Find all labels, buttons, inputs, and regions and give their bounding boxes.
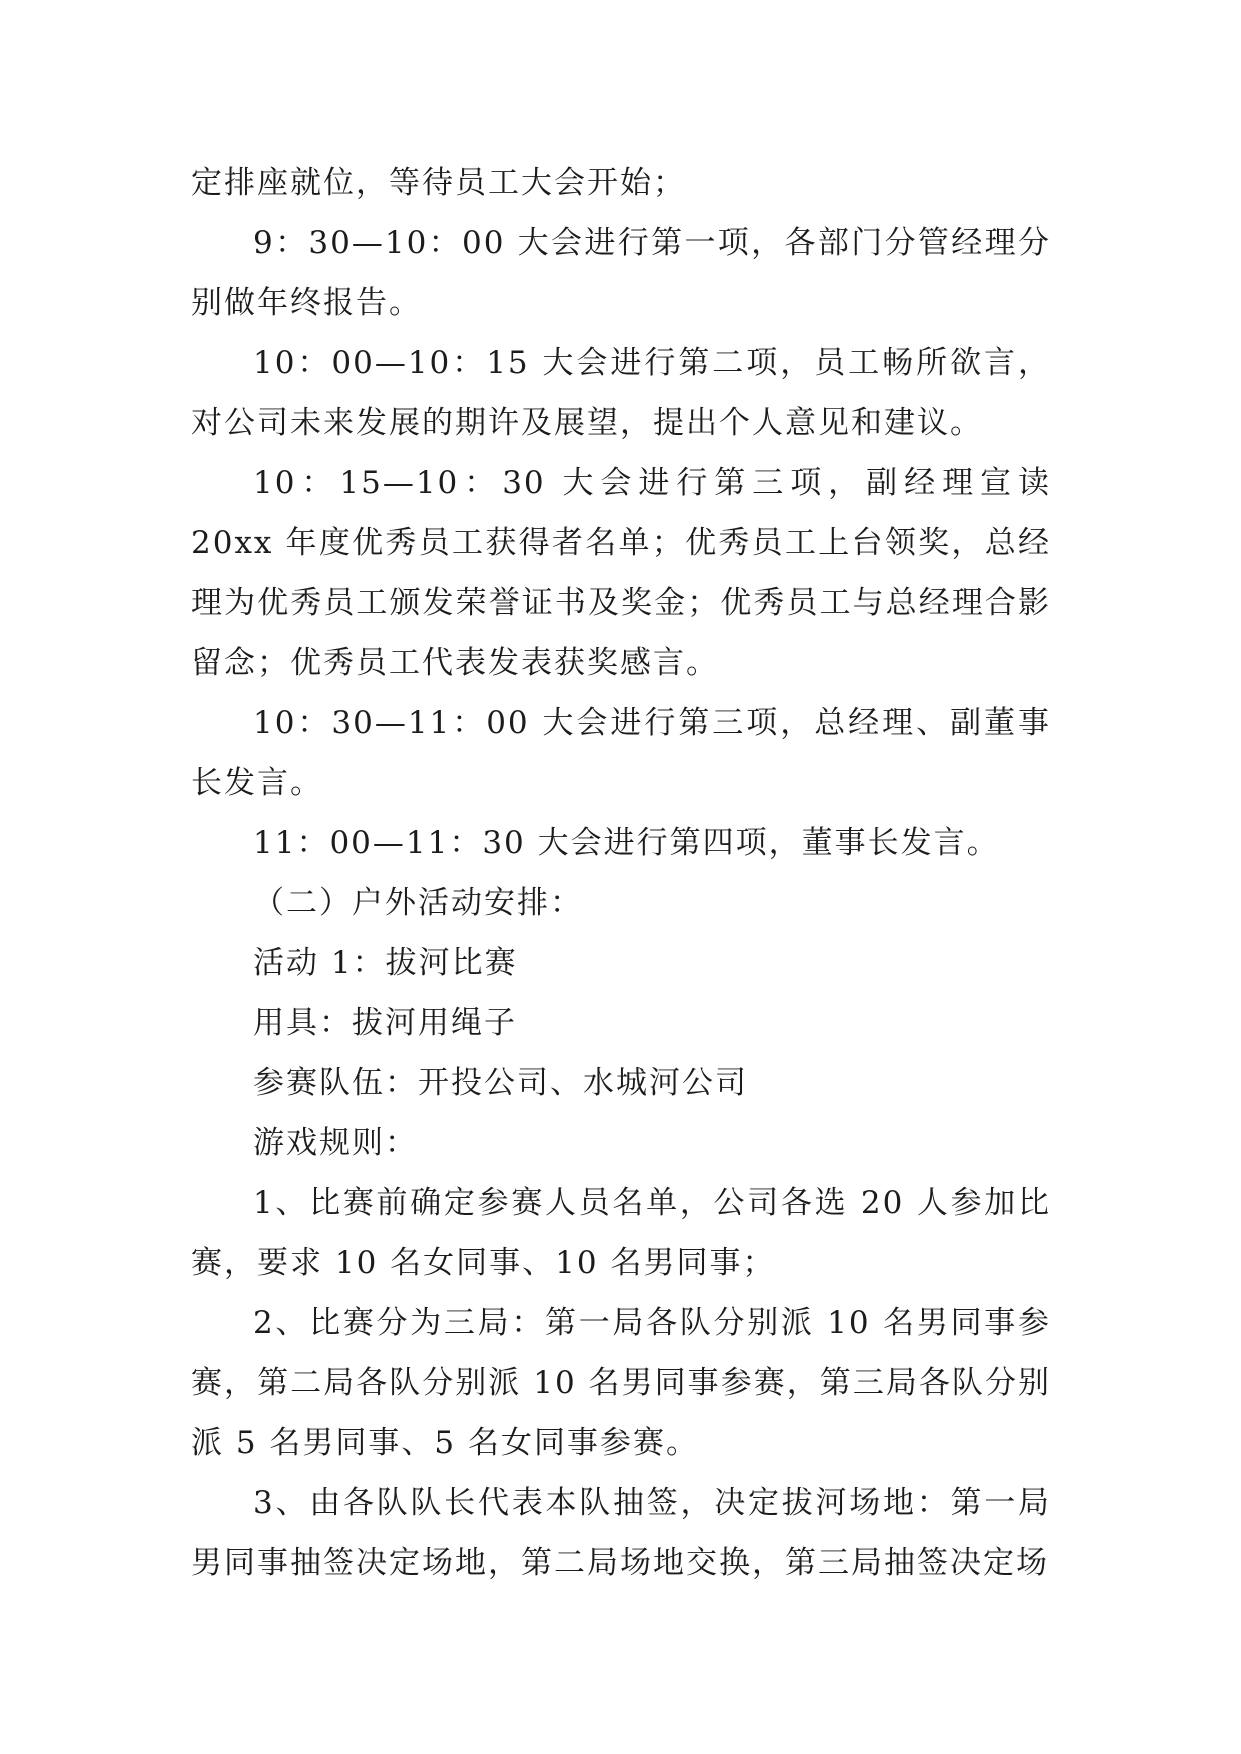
paragraph-agenda-item-4: 10：30—11：00 大会进行第三项，总经理、副董事长发言。 (191, 705, 1051, 801)
paragraph-agenda-item-1: 9：30—10：00 大会进行第一项，各部门分管经理分别做年终报告。 (191, 225, 1051, 321)
rules-heading: 游戏规则： (253, 1125, 418, 1161)
rule-item-2: 2、比赛分为三局：第一局各队分别派 10 名男同事参赛，第二局各队分别派 10 名男同事参赛，第三局各队分别派 5 名男同事、5 名女同事参赛。 (191, 1305, 1051, 1461)
section-heading-outdoor: （二）户外活动安排： (253, 885, 583, 921)
document-body (191, 153, 1051, 1593)
equipment-line: 用具：拔河用绳子 (253, 1005, 517, 1041)
rule-item-3: 3、由各队队长代表本队抽签，决定拔河场地：第一局男同事抽签决定场地，第二局场地交换，第三局抽签决定场 (191, 1485, 1051, 1581)
paragraph-seating: 定排座就位，等待员工大会开始； (191, 165, 686, 201)
rule-item-1: 1、比赛前确定参赛人员名单，公司各选 20 人参加比赛，要求 10 名女同事、10 名男同事； (191, 1185, 1051, 1281)
paragraph-agenda-item-5: 11：00—11：30 大会进行第四项，董事长发言。 (253, 825, 1000, 861)
paragraph-agenda-item-2: 10：00—10：15 大会进行第二项，员工畅所欲言，对公司未来发展的期许及展望，提出个人意见和建议。 (191, 345, 1051, 441)
teams-line: 参赛队伍：开投公司、水城河公司 (253, 1065, 748, 1101)
activity-title: 活动 1：拔河比赛 (253, 945, 518, 981)
paragraph-agenda-item-3: 10：15—10：30 大会进行第三项，副经理宣读 20xx 年度优秀员工获得者名单；优秀员工上台领奖，总经理为优秀员工颁发荣誉证书及奖金；优秀员工与总经理合影留念；优秀员工代表发表获奖感言。 (191, 465, 1051, 681)
